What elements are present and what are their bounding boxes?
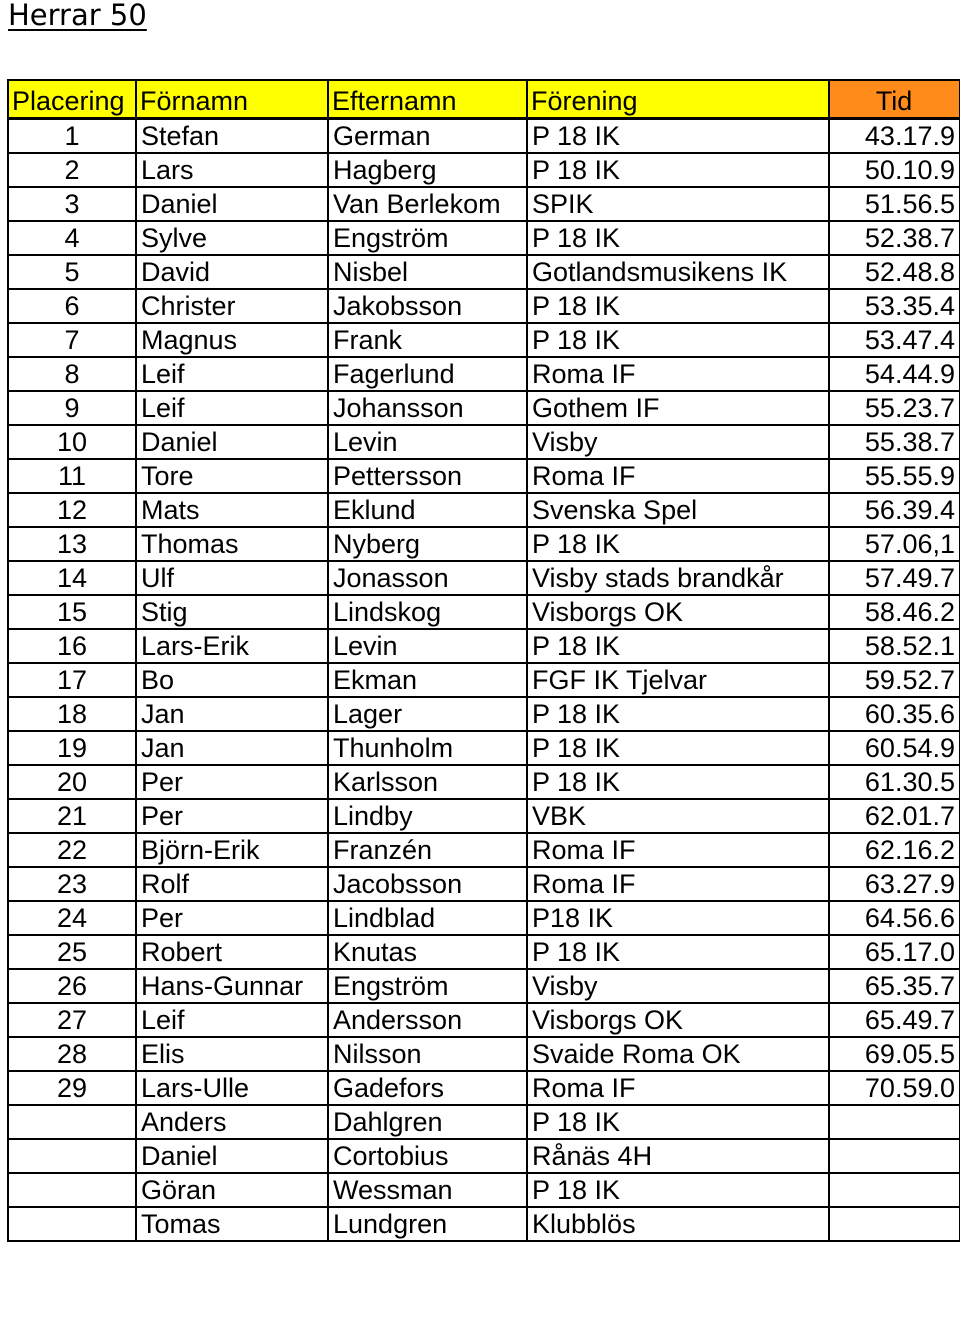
tid-cell: 62.01.7 <box>829 799 960 833</box>
efternamn-cell: Nisbel <box>328 255 527 289</box>
forening-cell: Gothem IF <box>527 391 829 425</box>
fornamn-cell: Daniel <box>136 425 328 459</box>
forening-cell: SPIK <box>527 187 829 221</box>
header-row <box>8 80 960 119</box>
placering-cell: 19 <box>8 731 136 765</box>
efternamn-cell: Knutas <box>328 935 527 969</box>
efternamn-cell: Lager <box>328 697 527 731</box>
tid-cell: 64.56.6 <box>829 901 960 935</box>
tid-cell: 70.59.0 <box>829 1071 960 1105</box>
tid-cell: 59.52.7 <box>829 663 960 697</box>
fornamn-cell: Elis <box>136 1037 328 1071</box>
table-row <box>8 289 960 323</box>
placering-cell: 28 <box>8 1037 136 1071</box>
fornamn-cell: Leif <box>136 357 328 391</box>
efternamn-cell: Franzén <box>328 833 527 867</box>
efternamn-cell: Andersson <box>328 1003 527 1037</box>
fornamn-cell: Daniel <box>136 1139 328 1173</box>
table-row <box>8 629 960 663</box>
forening-cell: P 18 IK <box>527 323 829 357</box>
fornamn-cell: Magnus <box>136 323 328 357</box>
table-row <box>8 493 960 527</box>
fornamn-cell: Sylve <box>136 221 328 255</box>
table-row <box>8 153 960 187</box>
fornamn-cell: Per <box>136 799 328 833</box>
table-row <box>8 731 960 765</box>
forening-cell: Roma IF <box>527 867 829 901</box>
forening-cell: FGF IK Tjelvar <box>527 663 829 697</box>
efternamn-cell: Johansson <box>328 391 527 425</box>
forening-cell: Svaide Roma OK <box>527 1037 829 1071</box>
fornamn-cell: Lars-Erik <box>136 629 328 663</box>
efternamn-cell: Levin <box>328 629 527 663</box>
table-row <box>8 459 960 493</box>
tid-cell: 54.44.9 <box>829 357 960 391</box>
efternamn-cell: Cortobius <box>328 1139 527 1173</box>
tid-cell: 51.56.5 <box>829 187 960 221</box>
table-row <box>8 867 960 901</box>
efternamn-cell: German <box>328 119 527 154</box>
placering-cell <box>8 1173 136 1207</box>
header-efternamn: Efternamn <box>328 80 527 119</box>
table-row <box>8 221 960 255</box>
table-row <box>8 969 960 1003</box>
placering-cell <box>8 1105 136 1139</box>
table-row <box>8 425 960 459</box>
forening-cell: Visborgs OK <box>527 1003 829 1037</box>
placering-cell <box>8 1207 136 1241</box>
header-placering: Placering <box>8 80 136 119</box>
efternamn-cell: Nyberg <box>328 527 527 561</box>
table-row <box>8 119 960 154</box>
placering-cell: 22 <box>8 833 136 867</box>
table-row <box>8 357 960 391</box>
placering-cell: 13 <box>8 527 136 561</box>
tid-cell <box>829 1173 960 1207</box>
table-row <box>8 935 960 969</box>
efternamn-cell: Gadefors <box>328 1071 527 1105</box>
tid-cell: 57.06,1 <box>829 527 960 561</box>
tid-cell: 60.35.6 <box>829 697 960 731</box>
placering-cell: 7 <box>8 323 136 357</box>
placering-cell: 17 <box>8 663 136 697</box>
table-row <box>8 1173 960 1207</box>
table-row <box>8 697 960 731</box>
tid-cell: 61.30.5 <box>829 765 960 799</box>
placering-cell: 25 <box>8 935 136 969</box>
fornamn-cell: Leif <box>136 1003 328 1037</box>
forening-cell: P 18 IK <box>527 697 829 731</box>
fornamn-cell: Lars-Ulle <box>136 1071 328 1105</box>
placering-cell: 16 <box>8 629 136 663</box>
tid-cell <box>829 1105 960 1139</box>
efternamn-cell: Engström <box>328 969 527 1003</box>
header-tid: Tid <box>829 80 960 119</box>
forening-cell: P 18 IK <box>527 527 829 561</box>
table-row <box>8 833 960 867</box>
table-row <box>8 799 960 833</box>
efternamn-cell: Jacobsson <box>328 867 527 901</box>
tid-cell: 43.17.9 <box>829 119 960 154</box>
efternamn-cell: Lindskog <box>328 595 527 629</box>
efternamn-cell: Hagberg <box>328 153 527 187</box>
forening-cell: P 18 IK <box>527 765 829 799</box>
fornamn-cell: Jan <box>136 731 328 765</box>
tid-cell: 53.35.4 <box>829 289 960 323</box>
placering-cell: 12 <box>8 493 136 527</box>
table-row <box>8 391 960 425</box>
forening-cell: P 18 IK <box>527 119 829 154</box>
efternamn-cell: Frank <box>328 323 527 357</box>
efternamn-cell: Lundgren <box>328 1207 527 1241</box>
table-row <box>8 1003 960 1037</box>
fornamn-cell: Hans-Gunnar <box>136 969 328 1003</box>
fornamn-cell: Ulf <box>136 561 328 595</box>
table-row <box>8 663 960 697</box>
forening-cell: Roma IF <box>527 833 829 867</box>
forening-cell: P 18 IK <box>527 1105 829 1139</box>
tid-cell: 55.23.7 <box>829 391 960 425</box>
placering-cell: 23 <box>8 867 136 901</box>
placering-cell: 11 <box>8 459 136 493</box>
forening-cell: P 18 IK <box>527 629 829 663</box>
fornamn-cell: David <box>136 255 328 289</box>
placering-cell: 6 <box>8 289 136 323</box>
fornamn-cell: Per <box>136 901 328 935</box>
placering-cell: 3 <box>8 187 136 221</box>
table-row <box>8 527 960 561</box>
efternamn-cell: Jakobsson <box>328 289 527 323</box>
efternamn-cell: Dahlgren <box>328 1105 527 1139</box>
tid-cell: 55.55.9 <box>829 459 960 493</box>
placering-cell: 29 <box>8 1071 136 1105</box>
fornamn-cell: Mats <box>136 493 328 527</box>
tid-cell <box>829 1139 960 1173</box>
forening-cell: Roma IF <box>527 1071 829 1105</box>
efternamn-cell: Thunholm <box>328 731 527 765</box>
fornamn-cell: Jan <box>136 697 328 731</box>
placering-cell: 15 <box>8 595 136 629</box>
forening-cell: Visborgs OK <box>527 595 829 629</box>
table-row <box>8 765 960 799</box>
fornamn-cell: Robert <box>136 935 328 969</box>
efternamn-cell: Levin <box>328 425 527 459</box>
results-table <box>7 79 960 1242</box>
forening-cell: Klubblös <box>527 1207 829 1241</box>
table-row <box>8 1071 960 1105</box>
forening-cell: Roma IF <box>527 459 829 493</box>
fornamn-cell: Per <box>136 765 328 799</box>
efternamn-cell: Lindblad <box>328 901 527 935</box>
placering-cell: 26 <box>8 969 136 1003</box>
forening-cell: P 18 IK <box>527 1173 829 1207</box>
forening-cell: P18 IK <box>527 901 829 935</box>
placering-cell: 4 <box>8 221 136 255</box>
forening-cell: P 18 IK <box>527 289 829 323</box>
placering-cell <box>8 1139 136 1173</box>
placering-cell: 14 <box>8 561 136 595</box>
tid-cell: 52.48.8 <box>829 255 960 289</box>
fornamn-cell: Christer <box>136 289 328 323</box>
forening-cell: Gotlandsmusikens IK <box>527 255 829 289</box>
placering-cell: 20 <box>8 765 136 799</box>
fornamn-cell: Tomas <box>136 1207 328 1241</box>
fornamn-cell: Rolf <box>136 867 328 901</box>
tid-cell: 65.49.7 <box>829 1003 960 1037</box>
placering-cell: 5 <box>8 255 136 289</box>
forening-cell: P 18 IK <box>527 731 829 765</box>
efternamn-cell: Eklund <box>328 493 527 527</box>
efternamn-cell: Ekman <box>328 663 527 697</box>
fornamn-cell: Leif <box>136 391 328 425</box>
fornamn-cell: Björn-Erik <box>136 833 328 867</box>
efternamn-cell: Wessman <box>328 1173 527 1207</box>
tid-cell: 58.46.2 <box>829 595 960 629</box>
tid-cell: 50.10.9 <box>829 153 960 187</box>
tid-cell <box>829 1207 960 1241</box>
tid-cell: 69.05.5 <box>829 1037 960 1071</box>
forening-cell: Visby <box>527 969 829 1003</box>
table-row <box>8 595 960 629</box>
results-table-body <box>8 119 960 1242</box>
efternamn-cell: Van Berlekom <box>328 187 527 221</box>
header-forening: Förening <box>527 80 829 119</box>
table-row <box>8 561 960 595</box>
tid-cell: 65.35.7 <box>829 969 960 1003</box>
table-row <box>8 323 960 357</box>
table-row <box>8 1139 960 1173</box>
fornamn-cell: Bo <box>136 663 328 697</box>
placering-cell: 10 <box>8 425 136 459</box>
table-row <box>8 187 960 221</box>
placering-cell: 27 <box>8 1003 136 1037</box>
forening-cell: VBK <box>527 799 829 833</box>
table-row <box>8 901 960 935</box>
placering-cell: 1 <box>8 119 136 154</box>
table-row <box>8 1207 960 1241</box>
forening-cell: P 18 IK <box>527 935 829 969</box>
tid-cell: 56.39.4 <box>829 493 960 527</box>
fornamn-cell: Thomas <box>136 527 328 561</box>
fornamn-cell: Daniel <box>136 187 328 221</box>
page-title: Herrar 50 <box>8 0 147 32</box>
fornamn-cell: Stefan <box>136 119 328 154</box>
forening-cell: Visby <box>527 425 829 459</box>
header-fornamn: Förnamn <box>136 80 328 119</box>
results-table-header <box>8 80 960 119</box>
forening-cell: Roma IF <box>527 357 829 391</box>
placering-cell: 18 <box>8 697 136 731</box>
tid-cell: 57.49.7 <box>829 561 960 595</box>
tid-cell: 52.38.7 <box>829 221 960 255</box>
fornamn-cell: Tore <box>136 459 328 493</box>
forening-cell: Visby stads brandkår <box>527 561 829 595</box>
tid-cell: 55.38.7 <box>829 425 960 459</box>
table-row <box>8 1037 960 1071</box>
efternamn-cell: Lindby <box>328 799 527 833</box>
placering-cell: 21 <box>8 799 136 833</box>
table-row <box>8 1105 960 1139</box>
forening-cell: Svenska Spel <box>527 493 829 527</box>
efternamn-cell: Pettersson <box>328 459 527 493</box>
placering-cell: 8 <box>8 357 136 391</box>
placering-cell: 9 <box>8 391 136 425</box>
table-row <box>8 255 960 289</box>
tid-cell: 62.16.2 <box>829 833 960 867</box>
efternamn-cell: Karlsson <box>328 765 527 799</box>
fornamn-cell: Göran <box>136 1173 328 1207</box>
tid-cell: 63.27.9 <box>829 867 960 901</box>
efternamn-cell: Engström <box>328 221 527 255</box>
tid-cell: 58.52.1 <box>829 629 960 663</box>
efternamn-cell: Jonasson <box>328 561 527 595</box>
tid-cell: 53.47.4 <box>829 323 960 357</box>
placering-cell: 2 <box>8 153 136 187</box>
fornamn-cell: Stig <box>136 595 328 629</box>
forening-cell: Rånäs 4H <box>527 1139 829 1173</box>
tid-cell: 60.54.9 <box>829 731 960 765</box>
tid-cell: 65.17.0 <box>829 935 960 969</box>
efternamn-cell: Fagerlund <box>328 357 527 391</box>
forening-cell: P 18 IK <box>527 221 829 255</box>
efternamn-cell: Nilsson <box>328 1037 527 1071</box>
placering-cell: 24 <box>8 901 136 935</box>
fornamn-cell: Anders <box>136 1105 328 1139</box>
fornamn-cell: Lars <box>136 153 328 187</box>
forening-cell: P 18 IK <box>527 153 829 187</box>
